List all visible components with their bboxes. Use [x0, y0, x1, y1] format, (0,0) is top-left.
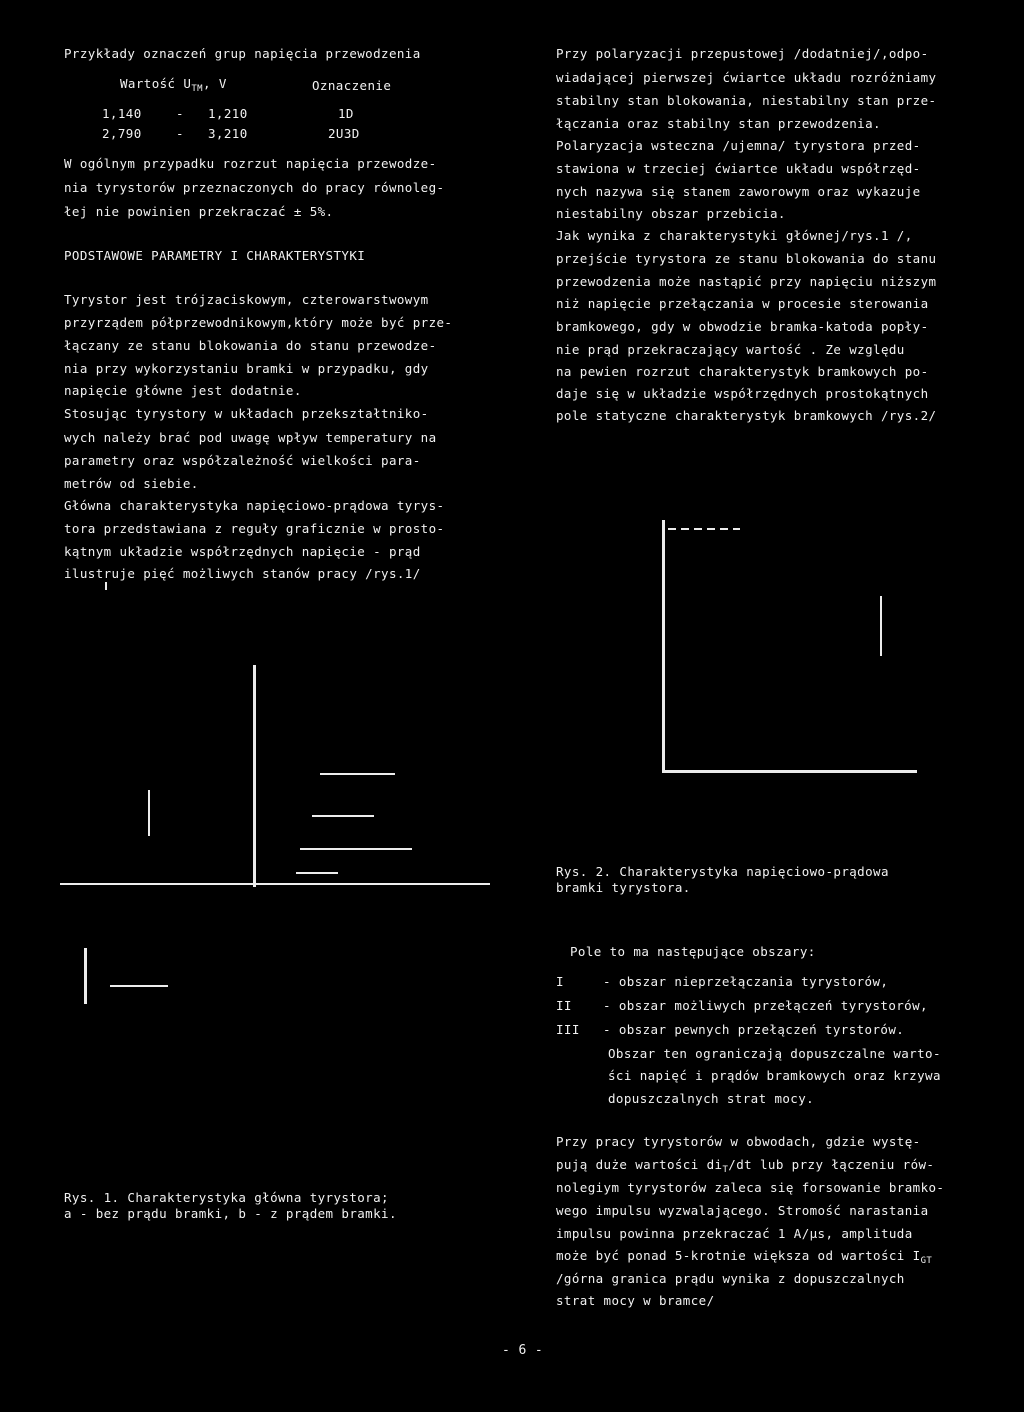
area-3-num: III — [556, 1022, 580, 1037]
r-para1-line2: wiadającej pierwszej ćwiartce układu rozróżniamy — [556, 70, 937, 85]
r-para4-line5: impulsu powinna przekraczać 1 A/µs, amplituda — [556, 1226, 913, 1241]
para2-line5: napięcie główne jest dodatnie. — [64, 383, 302, 398]
fig1-caption-line1: Rys. 1. Charakterystyka główna tyrystora; — [64, 1190, 389, 1205]
r-para4-line2 — [556, 1159, 934, 1175]
para3-line4: metrów od siebie. — [64, 476, 199, 491]
para1-line1: W ogólnym przypadku rozrzut napięcia przewodze- — [64, 156, 437, 171]
r-para2-line1: Polaryzacja wsteczna /ujemna/ tyrystora przed- — [556, 138, 921, 153]
r-para2-line2: stawiona w trzeciej ćwiartce układu współrzęd- — [556, 161, 921, 176]
para2-line1: Tyrystor jest trójzaciskowym, czterowarstwowym — [64, 292, 429, 307]
r-para3-line4: niż napięcie przełączania w procesie sterowania — [556, 296, 929, 311]
r-para4-line4: wego impulsu wyzwalającego. Stromość narastania — [556, 1203, 929, 1218]
r-para3-line5: bramkowego, gdy w obwodzie bramka-katoda popły- — [556, 319, 929, 334]
fig1-vertical-short — [148, 790, 150, 836]
header-value-label: Wartość U — [120, 76, 192, 91]
area-2-text: - obszar możliwych przełączeń tyrystorów, — [603, 998, 928, 1013]
r-para4-line7: /górna granica prądu wynika z dopuszczalnych — [556, 1271, 905, 1286]
igt-text: może być ponad 5-krotnie większa od wartości I — [556, 1248, 921, 1263]
fig1-line-b — [312, 815, 374, 817]
fig2-vertical-axis — [662, 520, 665, 770]
fig2-caption-line1: Rys. 2. Charakterystyka napięciowo-prądowa — [556, 864, 889, 879]
table-row-1-from: 1,140 — [102, 106, 142, 121]
para1-line3: łej nie powinien przekraczać ± 5%. — [64, 204, 334, 219]
area-3-text: - obszar pewnych przełączeń tyrstorów. — [603, 1022, 905, 1037]
para2-line3: łączany ze stanu blokowania do stanu przewodze- — [64, 338, 437, 353]
para4-line4: ilustruje pięć możliwych stanów pracy /rys.1/ — [64, 566, 421, 581]
r-para1-line3: stabilny stan blokowania, niestabilny stan prze- — [556, 93, 937, 108]
para2-line4: nia przy wykorzystaniu bramki w przypadku, gdy — [64, 361, 429, 376]
fig1-line-a — [320, 773, 395, 775]
fig2-horizontal-axis — [662, 770, 917, 773]
page-number: - 6 - — [502, 1343, 544, 1358]
para3-line1: Stosując tyrystory w układach przekształtniko- — [64, 406, 429, 421]
para1-line2: nia tyrystorów przeznaczonych do pracy równoleg- — [64, 180, 445, 195]
area3-cont-line3: dopuszczalnych strat mocy. — [608, 1091, 815, 1106]
fig1-lower-line — [110, 985, 168, 987]
r-para4-line6 — [556, 1250, 932, 1266]
r-para1-line1: Przy polaryzacji przepustowej /dodatniej/,odpo- — [556, 46, 929, 61]
fig1-mark — [105, 582, 107, 590]
table-row-2-code: 2U3D — [328, 126, 360, 141]
para3-line2: wych należy brać pod uwagę wpływ temperatury na — [64, 430, 437, 445]
table-caption: Przykłady oznaczeń grup napięcia przewodzenia — [64, 46, 421, 61]
r-para3-line3: przewodzenia może nastąpić przy napięciu niższym — [556, 274, 937, 289]
fig2-right-vertical — [880, 596, 882, 656]
area-1-num: I — [556, 974, 564, 989]
table-row-2-to: 3,210 — [208, 126, 248, 141]
table-row-1-to: 1,210 — [208, 106, 248, 121]
section-heading: PODSTAWOWE PARAMETRY I CHARAKTERYSTYKI — [64, 248, 366, 263]
area-1-text: - obszar nieprzełączania tyrystorów, — [603, 974, 889, 989]
di-rest: /dt lub przy łączeniu rów- — [728, 1157, 935, 1172]
table-row-1-code: 1D — [338, 106, 354, 121]
r-para3-line7: na pewien rozrzut charakterystyk bramkowych po- — [556, 364, 929, 379]
table-header-designation: Oznaczenie — [312, 78, 392, 93]
table-row-1-dash: - — [176, 106, 184, 121]
di-sub: T — [722, 1165, 729, 1175]
areas-intro: Pole to ma następujące obszary: — [570, 944, 816, 959]
para4-line3: kątnym układzie współrzędnych napięcie - prąd — [64, 544, 421, 559]
di-text: pują duże wartości di — [556, 1157, 723, 1172]
r-para3-line2: przejście tyrystora ze stanu blokowania do stanu — [556, 251, 937, 266]
r-para3-line1: Jak wynika z charakterystyki głównej/rys.1 /, — [556, 228, 913, 243]
fig1-line-d — [296, 872, 338, 874]
igt-sub: GT — [920, 1256, 933, 1266]
r-para4-line3: nolegiym tyrystorów zaleca się forsowanie bramko- — [556, 1180, 945, 1195]
fig2-dashed-top — [668, 528, 740, 530]
table-row-2-dash: - — [176, 126, 184, 141]
r-para3-line8: daje się w układzie współrzędnych prostokątnych — [556, 386, 929, 401]
para2-line2: przyrządem półprzewodnikowym,który może być prze- — [64, 315, 453, 330]
r-para3-line6: nie prąd przekraczający wartość . Ze względu — [556, 342, 905, 357]
area3-cont-line1: Obszar ten ograniczają dopuszczalne warto- — [608, 1046, 941, 1061]
fig1-line-c — [300, 848, 412, 850]
header-unit: , V — [202, 76, 227, 91]
r-para2-line3: nych nazywa się stanem zaworowym oraz wykazuje — [556, 184, 921, 199]
area3-cont-line2: ści napięć i prądów bramkowych oraz krzywa — [608, 1068, 941, 1083]
para4-line2: tora przedstawiana z reguły graficznie w prosto- — [64, 521, 445, 536]
header-value-sub: TM — [191, 84, 203, 94]
para4-line1: Główna charakterystyka napięciowo-prądowa tyrys- — [64, 498, 445, 513]
fig1-vertical-axis — [253, 665, 256, 887]
fig1-horizontal-axis — [60, 883, 490, 885]
fig1-caption-line2: a - bez prądu bramki, b - z prądem bramki. — [64, 1206, 397, 1221]
para3-line3: parametry oraz współzależność wielkości para- — [64, 453, 421, 468]
r-para2-line4: niestabilny obszar przebicia. — [556, 206, 786, 221]
table-row-2-from: 2,790 — [102, 126, 142, 141]
r-para4-line8: strat mocy w bramce/ — [556, 1293, 715, 1308]
r-para3-line9: pole statyczne charakterystyk bramkowych /rys.2/ — [556, 408, 937, 423]
area-2-num: II — [556, 998, 572, 1013]
fig1-vertical-lower — [84, 948, 87, 1004]
r-para1-line4: łączania oraz stabilny stan przewodzenia. — [556, 116, 881, 131]
fig2-caption-line2: bramki tyrystora. — [556, 880, 691, 895]
r-para4-line1: Przy pracy tyrystorów w obwodach, gdzie wystę- — [556, 1134, 921, 1149]
table-header-value — [120, 78, 227, 94]
